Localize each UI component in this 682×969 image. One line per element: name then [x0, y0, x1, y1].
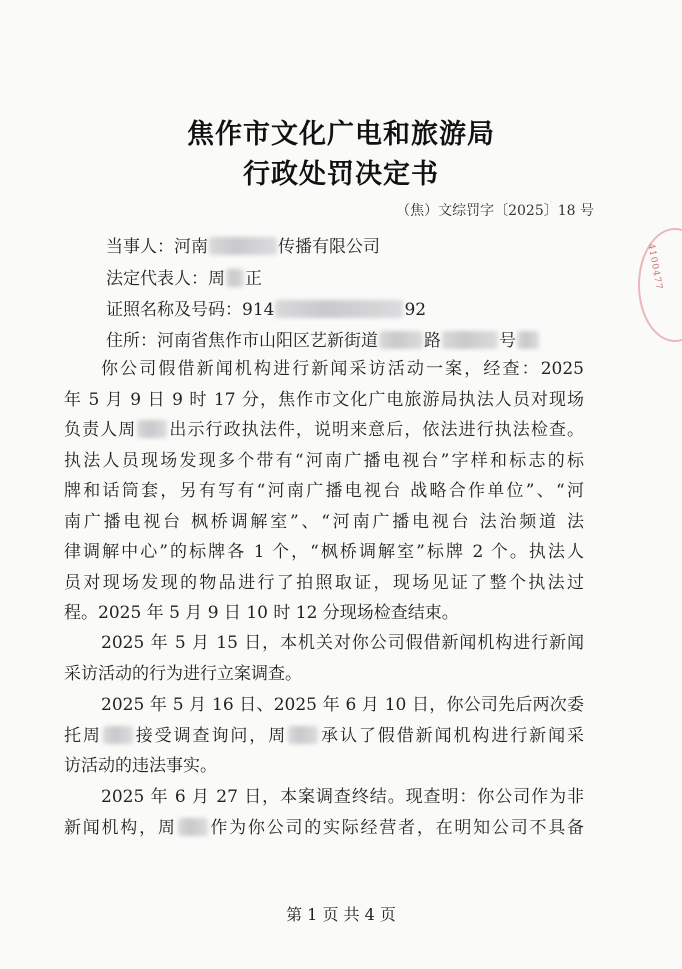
text-segment: 新闻机构，周 [64, 817, 177, 838]
paragraph-line: 2025 年 5 月 16 日、2025 年 6 月 10 日，你公司先后两次委 [101, 695, 584, 715]
paragraph-line: 南广播电视台 枫桥调解室”、“河南广播电视台 法治频道 法 [64, 511, 584, 532]
paragraph-line: 程。2025 年 5 月 9 日 10 时 12 分现场检查结束。 [64, 603, 459, 623]
legal-rep-prefix: 周 [208, 269, 225, 289]
redaction-mask [137, 420, 167, 438]
paragraph-line: 员对现场发现的物品进行了拍照取证，现场见证了整个执法过 [64, 572, 584, 593]
paragraph-line: 2025 年 5 月 15 日，本机关对你公司假借新闻机构进行新闻 [101, 633, 584, 653]
license-suffix: 92 [404, 300, 427, 320]
redaction-mask [517, 331, 539, 349]
license-label: 证照名称及号码： [106, 300, 242, 320]
redaction-mask [442, 331, 498, 349]
page-number: 第 1 页 共 4 页 [286, 905, 396, 924]
document-title-line2: 行政处罚决定书 [243, 159, 439, 190]
legal-rep-suffix: 正 [245, 269, 262, 289]
party-name-field [106, 232, 380, 257]
license-field [106, 295, 426, 320]
redaction-mask [178, 818, 208, 836]
paragraph-line [64, 415, 584, 446]
document-number: （焦）文综罚字〔2025〕18 号 [396, 203, 594, 219]
redaction-mask [275, 300, 403, 318]
address-prefix: 河南省焦作市山阳区艺新街道 [157, 331, 378, 351]
legal-rep-field [106, 264, 262, 289]
body-paragraph-3 [64, 690, 584, 782]
text-segment: 负责人周 [64, 420, 137, 440]
legal-rep-label: 法定代表人： [106, 269, 208, 289]
paragraph-line [64, 721, 584, 752]
redaction-mask [209, 237, 277, 255]
license-prefix: 914 [242, 300, 275, 320]
address-number: 号 [499, 331, 516, 351]
redaction-mask [226, 269, 244, 287]
text-segment: 出示行政执法件，说明来意后，依法进行执法检查。 [168, 420, 584, 440]
body-paragraph-1 [64, 354, 584, 629]
paragraph-line: 牌和话筒套，另有写有“河南广播电视台 战略合作单位”、“河 [64, 481, 584, 501]
party-name-suffix: 传播有限公司 [278, 237, 380, 257]
paragraph-line: 律调解中心”的标牌各 1 个，“枫桥调解室”标牌 2 个。执法人 [64, 542, 584, 562]
paragraph-line: 2025 年 6 月 27 日，本案调查终结。现查明：你公司作为非 [101, 787, 584, 807]
paragraph-line: 你公司假借新闻机构进行新闻采访活动一案，经查：2025 [101, 359, 584, 379]
document-title-line1: 焦作市文化广电和旅游局 [187, 119, 495, 150]
text-segment: 承认了假借新闻机构进行新闻采 [319, 725, 585, 746]
text-segment: 接受调查询问，周 [133, 725, 288, 746]
party-name-label: 当事人： [106, 237, 174, 257]
address-road: 路 [424, 331, 441, 351]
paragraph-line: 采访活动的行为进行立案调查。 [64, 663, 302, 684]
address-field [106, 326, 540, 351]
seal-text: 4100477 [645, 242, 664, 292]
paragraph-line: 执法人员现场发现多个带有“河南广播电视台”字样和标志的标 [64, 450, 584, 471]
paragraph-line [64, 813, 584, 844]
redaction-mask [288, 726, 318, 744]
body-paragraph-2 [64, 628, 584, 689]
party-name-prefix: 河南 [174, 237, 208, 257]
text-segment: 托周 [64, 725, 102, 746]
address-label: 住所： [106, 331, 157, 351]
paragraph-line: 访活动的违法事实。 [64, 756, 217, 776]
body-paragraph-4 [64, 782, 584, 843]
redaction-mask [103, 726, 133, 744]
text-segment: 作为你公司的实际经营者，在明知公司不具备 [208, 817, 585, 838]
paragraph-line: 年 5 月 9 日 9 时 17 分，焦作市文化广电旅游局执法人员对现场 [64, 389, 584, 410]
redaction-mask [379, 331, 423, 349]
